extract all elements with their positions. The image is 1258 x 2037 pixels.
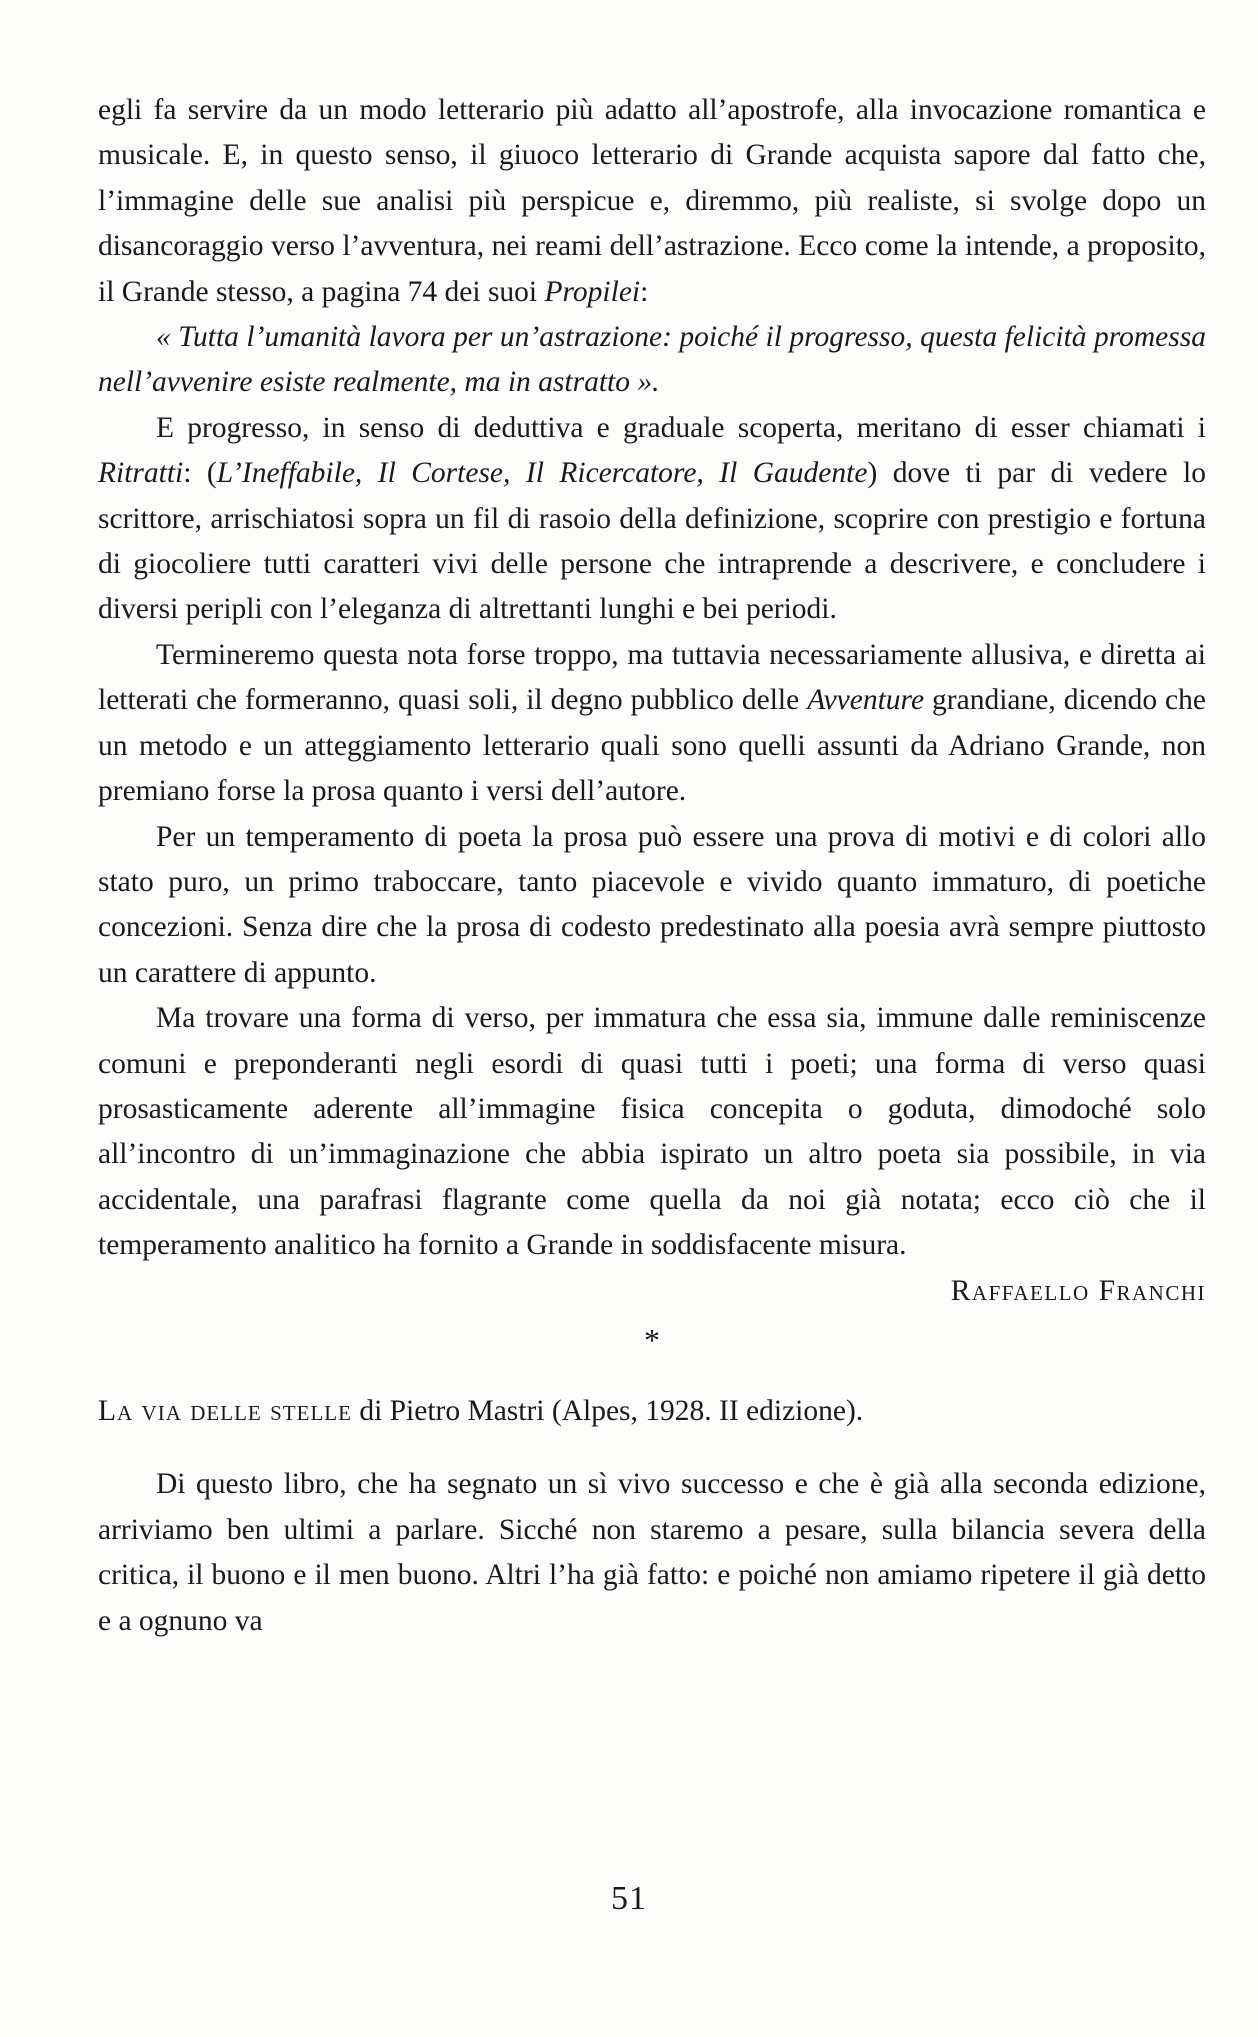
section-separator: * (644, 1321, 660, 1358)
review-heading (98, 1389, 1206, 1434)
author-signature: Raffaello Franchi (950, 1274, 1206, 1307)
paragraph-1: egli fa servire da un modo letterario più adatto all’apostrofe, alla invocazione romantica e musicale. E, in questo senso, il giuoco letterario di Grande acquista sapore dal fatto che, l’immagine delle sue analisi più perspicue e, diremmo, più realiste, si svolge dopo un disancoraggio verso l’avventura, nei reami dell’astrazione. Ecco come la intende, a proposito, il Grande stesso, a pagina 74 dei suoi Propilei: (98, 94, 1206, 308)
book-title-avventure: Avventure (807, 684, 925, 717)
page-number: 51 (611, 1880, 647, 1917)
paragraph-5: Ma trovare una forma di verso, per immatura che essa sia, immune dalle reminiscenze comuni e preponderanti negli esordi di quasi tutti i poeti; una forma di verso quasi prosasticamente aderente all’immagine fisica concepita o goduta, dimodoché solo all’incontro di un’immaginazione che abbia ispirato un altro poeta sia possibile, in via accidentale, una parafrasi flagrante come quella da noi già notata; ecco ciò che il temperamento analitico ha fornito a Grande in soddisfacente misura. (98, 1002, 1206, 1262)
quote: « Tutta l’umanità lavora per un’astrazione: poiché il progresso, questa felicità promessa nell’avvenire esiste realmente, ma in astratto ». (98, 321, 1206, 399)
book-title-propilei: Propilei (544, 275, 641, 308)
review-book-details: di Pietro Mastri (Alpes, 1928. II edizione). (351, 1394, 864, 1427)
book-title-ritratti: Ritratti (98, 457, 184, 490)
paragraph-3: Termineremo questa nota forse troppo, ma tuttavia necessariamente allusiva, e diretta ai letterati che formeranno, quasi soli, il degno pubblico delle Avventure grandiane, dicendo che un metodo e un atteggiamento letterario quali sono quelli assunti da Adriano Grande, non premiano forse la prosa quanto i versi dell’autore. (98, 638, 1206, 808)
review-paragraph: Di questo libro, che ha segnato un sì vivo successo e che è già alla seconda edizione, arriviamo ben ultimi a parlare. Sicché non staremo a pesare, sulla bilancia severa della critica, il buono e il men buono. Altri l’ha già fatto: e poiché non amiamo ripetere il già detto e a ognuno va (98, 1468, 1206, 1637)
text-column (98, 88, 1206, 1644)
paragraph-2: E progresso, in senso di deduttiva e graduale scoperta, meritano di esser chiamati i Ritratti: (L’Ineffabile, Il Cortese, Il Ricercatore, Il Gaudente) dove ti par di vedere lo scrittore, arrischiatosi sopra un fil di rasoio della definizione, scoprire con prestigio e fortuna di giocoliere tutti caratteri vivi delle persone che intraprende a descrivere, e concludere i diversi peripli con l’eleganza di altrettanti lunghi e bei periodi. (98, 411, 1206, 626)
review-book-title: La via delle stelle (98, 1394, 352, 1427)
paragraph-4: Per un temperamento di poeta la prosa può essere una prova di motivi e di colori allo stato puro, un primo traboccare, tanto piacevole e vivido quanto immaturo, di poetiche concezioni. Senza dire che la prosa di codesto predestinato alla poesia avrà sempre piuttosto un carattere di appunto. (98, 820, 1206, 989)
portrait-titles: L’Ineffabile, Il Cortese, Il Ricercatore, Il Gaudente (216, 457, 868, 490)
